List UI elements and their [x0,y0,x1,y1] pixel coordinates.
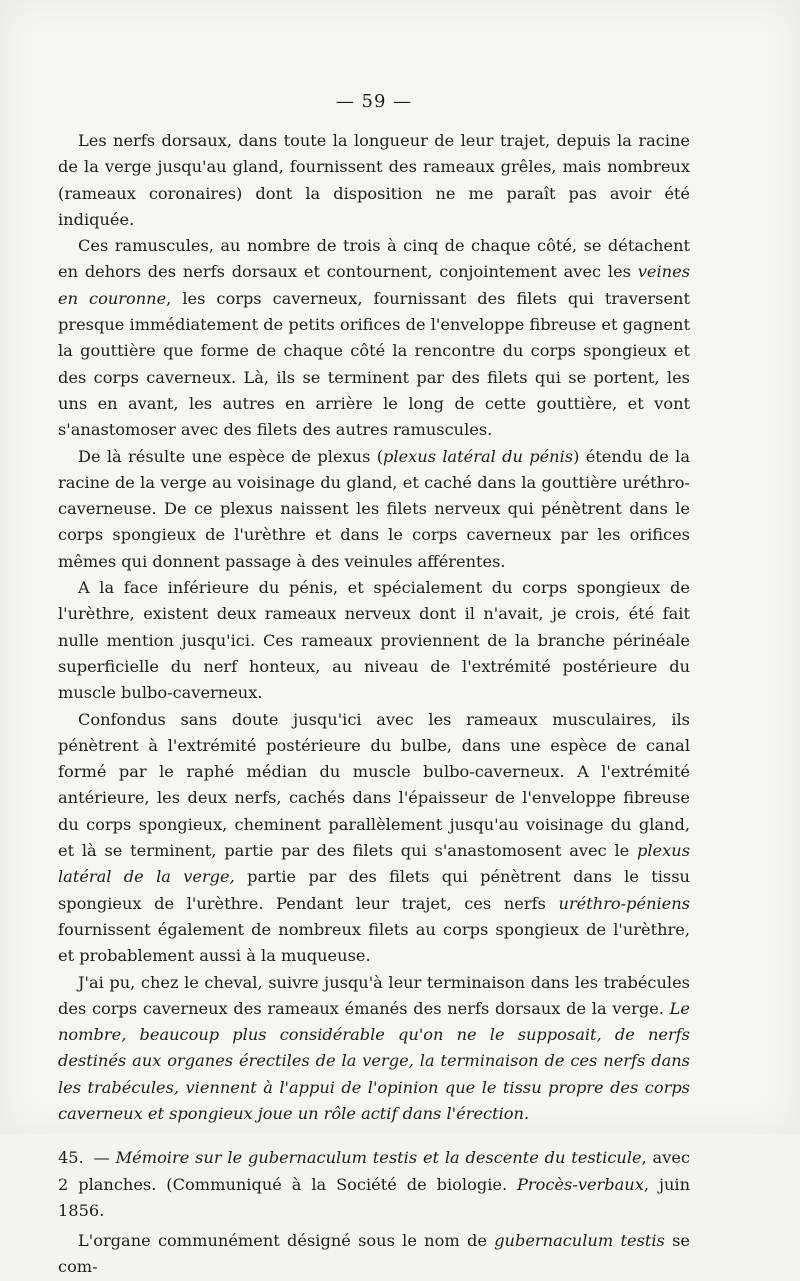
italic-term: uréthro-péniens [558,893,690,913]
paragraph-text: fournissent également de nombreux filets au corps spongieux de l'urèthre, et probablement aussi à la muqueuse. [58,919,690,966]
paragraph-text: J'ai pu, chez le cheval, suivre jusqu'à leur terminaison dans les trabécules des corps caverneux des rameaux émanés des nerfs dorsaux de la verge. [58,972,690,1018]
italic-term: plexus latéral de la verge, [58,841,690,887]
paragraph-text: Les nerfs dorsaux, dans toute la longueur de leur trajet, depuis la racine de la verge jusqu'au gland, fournissent des rameaux grêles, mais nombreux (rameaux coronaires) dont la disposition ne me paraît pas avoir été indiquée. [58,131,690,229]
page-content [58,128,690,1281]
italic-conclusion: Le nombre, beaucoup plus considérable qu'on ne le supposait, de nerfs destinés aux organes érectiles de la verge, la terminaison de ces nerfs dans les trabécules, viennent à l'appui de l'opinion que le tissu propre des corps caverneux et spongieux joue un rôle actif dans l'érection. [58,998,690,1123]
paragraph-text: De là résulte une espèce de plexus ( [78,446,384,466]
entry-title: Mémoire sur le gubernaculum testis et la descente du testicule [115,1148,642,1168]
paragraph-gubernaculum [58,1228,690,1281]
italic-term: plexus latéral du pénis [383,446,574,466]
paragraph-ramuscules [58,233,690,443]
italic-term: veines en couronne [58,262,690,308]
page-number: — 59 — [335,91,413,112]
paragraph-cheval [58,970,690,1128]
paragraph-confondus [58,707,690,970]
italic-term: gubernaculum testis [494,1231,665,1251]
paragraph-text: ) étendu de la racine de la verge au voisinage du gland, et caché dans la gouttière uréthro-caverneuse. De ce plexus naissent les filets nerveux qui pénètrent dans le corps spongieux de l'urèthre et dans le corps caverneux par les orifices mêmes qui donnent passage à des veinules afférentes. [58,446,690,571]
paragraph-text: Ces ramuscules, au nombre de trois à cinq de chaque côté, se détachent en dehors des nerfs dorsaux et contournent, conjointement avec les [58,236,690,282]
bibliography-entry-45 [58,1145,690,1224]
entry-number: 45. [58,1148,84,1168]
paragraph-dorsal-nerves [58,128,690,233]
paragraph-inferior-face [58,575,690,706]
paragraph-text: , les corps caverneux, fournissant des filets qui traversent presque immédiatement de petits orifices de l'enveloppe fibreuse et gagnent la gouttière que forme de chaque côté la rencontre du corps spongieux et des corps caverneux. Là, ils se terminent par des filets qui se portent, les uns en avant, les autres en arrière le long de cette gouttière, et vont s'anastomoser avec des filets des autres ramuscules. [58,288,690,440]
entry-dash: — [87,1148,116,1168]
entry-date: , juin 1856. [58,1174,690,1220]
entry-source: Procès-verbaux [517,1174,644,1194]
paragraph-text: L'organe communément désigné sous le nom de [78,1231,495,1251]
paragraph-text: Confondus sans doute jusqu'ici avec les rameaux musculaires, ils pénètrent à l'extrémité postérieure du bulbe, dans une espèce de canal formé par le raphé médian du muscle bulbo-caverneux. A l'extrémité antérieure, les deux nerfs, cachés dans l'épaisseur de l'enveloppe fibreuse du corps spongieux, cheminent parallèlement jusqu'au voisinage du gland, et là se terminent, partie par des filets qui s'anastomosent avec le [58,709,690,861]
entry-details: , avec 2 planches. (Communiqué à la Société de biologie. [58,1148,691,1194]
paragraph-text: A la face inférieure du pénis, et spécialement du corps spongieux de l'urèthre, existent deux rameaux nerveux dont il n'avait, je crois, été fait nulle mention jusqu'ici. Ces rameaux proviennent de la branche périnéale superficielle du nerf honteux, au niveau de l'extrémité postérieure du muscle bulbo-caverneux. [58,578,690,703]
paragraph-plexus [58,444,690,575]
paragraph-text: partie par des filets qui pénètrent dans le tissu spongieux de l'urèthre. Pendant leur trajet, ces nerfs [58,867,690,913]
paragraph-text: se com- [58,1231,690,1277]
